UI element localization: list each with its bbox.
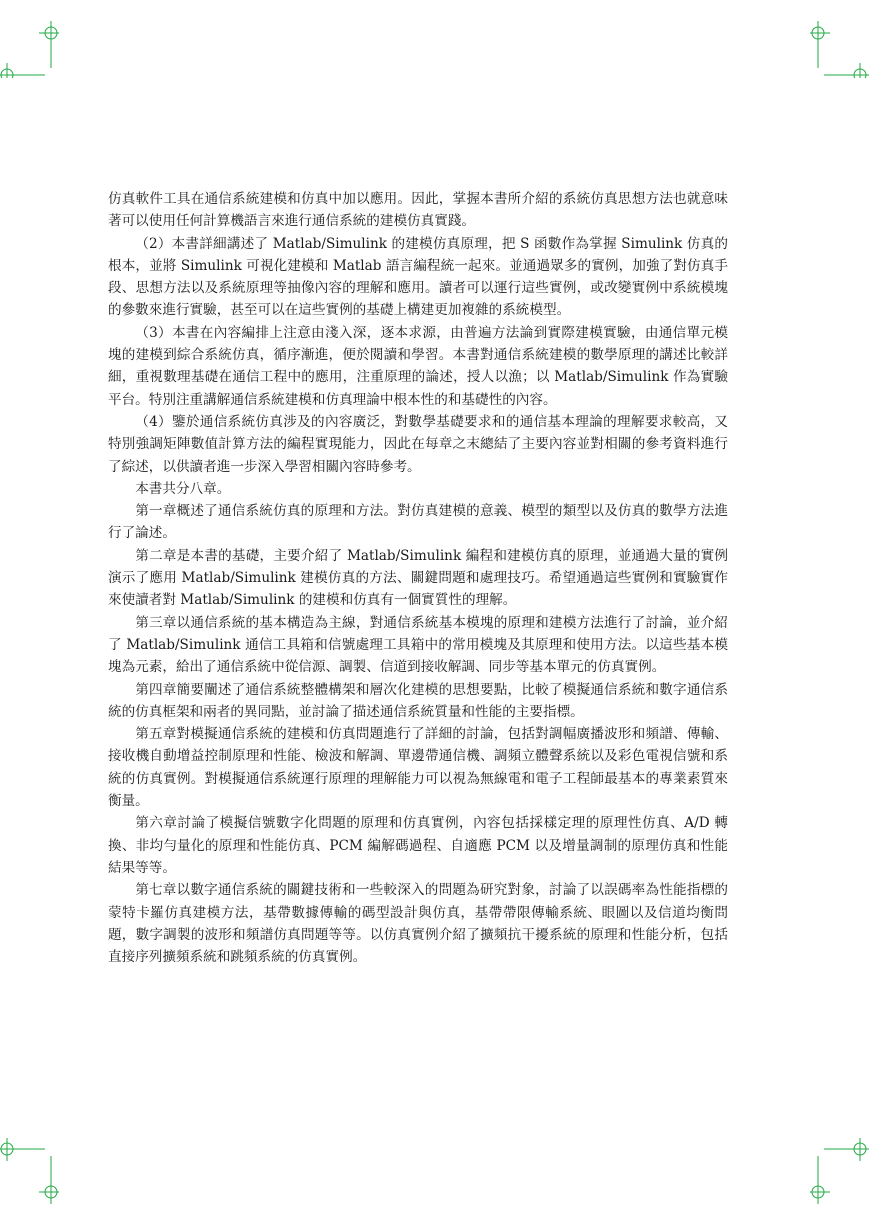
paragraph-point-3: （3）本書在內容編排上注意由淺入深，逐本求源，由普遍方法論到實際建模實驗，由通信單元模塊的建模到綜合系統仿真，循序漸進，便於閱讀和學習。本書對通信系統建模的數學原理的講述比較詳細，重視數理基礎在通信工程中的應用，注重原理的論述，授人以漁；以 Matlab/Simulink 作為實驗平台。特別注重講解通信系統建模和仿真理論中根本性的和基礎性的內容。 [108, 324, 728, 408]
paragraph-chapter-7: 第七章以數字通信系統的關鍵技術和一些較深入的問題為研究對象，討論了以誤碼率為性能指標的蒙特卡羅仿真建模方法，基帶數據傳輸的碼型設計與仿真，基帶帶限傳輸系統、眼圖以及信道均衡問題，數字調製的波形和頻譜仿真問題等等。以仿真實例介紹了擴頻抗干擾系統的原理和性能分析，包括直接序列擴頻系統和跳頻系統的仿真實例。 [108, 882, 728, 966]
paragraph-chapter-6: 第六章討論了模擬信號數字化問題的原理和仿真實例，內容包括採樣定理的原理性仿真、A/D 轉換、非均勻量化的原理和性能仿真、PCM 編解碼過程、自適應 PCM 以及增量調制的原理仿真和性能結果等等。 [108, 815, 728, 876]
paragraph-chapter-3: 第三章以通信系統的基本構造為主線，對通信系統基本模塊的原理和建模方法進行了討論，並介紹了 Matlab/Simulink 通信工具箱和信號處理工具箱中的常用模塊及其原理和使用方法。以這些基本模塊為元素，給出了通信系統中從信源、調製、信道到接收解調、同步等基本單元的仿真實例。 [108, 614, 728, 676]
paragraph-point-2: （2）本書詳細講述了 Matlab/Simulink 的建模仿真原理，把 S 函數作為掌握 Simulink 仿真的根本，並將 Simulink 可視化建模和 Matlab 語言編程統一起來。並通過眾多的實例，加強了對仿真手段、思想方法以及系統原理等抽像內容的理解和應用。讀者可以運行這些實例，或改變實例中系統模塊的參數來進行實驗，甚至可以在這些實例的基礎上構建更加複雜的系統模型。 [108, 235, 728, 319]
paragraph-continuation: 仿真軟件工具在通信系統建模和仿真中加以應用。因此，掌握本書所介紹的系統仿真思想方法也就意味著可以使用任何計算機語言來進行通信系統的建模仿真實踐。 [108, 191, 728, 230]
crop-mark-bottom-left [0, 1138, 60, 1198]
body-text [108, 188, 728, 968]
paragraph-chapter-5: 第五章對模擬通信系統的建模和仿真問題進行了詳細的討論，包括對調幅廣播波形和頻譜、傳輸、接收機自動增益控制原理和性能、檢波和解調、單邊帶通信機、調頻立體聲系統以及彩色電視信號和系統的仿真實例。對模擬通信系統運行原理的理解能力可以視為無線電和電子工程師最基本的專業素質來衡量。 [108, 726, 728, 810]
paragraph-chapter-2: 第二章是本書的基礎，主要介紹了 Matlab/Simulink 編程和建模仿真的原理，並通過大量的實例演示了應用 Matlab/Simulink 建模仿真的方法、關鍵問題和處理技巧。希望通過這些實例和實驗實作來使讀者對 Matlab/Simulink 的建模和仿真有一個實質性的理解。 [108, 547, 728, 609]
crop-mark-top-left [0, 18, 60, 78]
paragraph-chapter-4: 第四章簡要闡述了通信系統整體構架和層次化建模的思想要點，比較了模擬通信系統和數字通信系統的仿真框架和兩者的異同點，並討論了描述通信系統質量和性能的主要指標。 [108, 681, 728, 720]
paragraph-point-4: （4）鑒於通信系統仿真涉及的內容廣泛，對數學基礎要求和的通信基本理論的理解要求較高，又特別強調矩陣數值計算方法的編程實現能力，因此在每章之末總結了主要內容並對相關的參考資料進行了綜述，以供讀者進一步深入學習相關內容時參考。 [108, 413, 728, 475]
paragraph-chapter-1: 第一章概述了通信系統仿真的原理和方法。對仿真建模的意義、模型的類型以及仿真的數學方法進行了論述。 [108, 503, 728, 542]
crop-mark-bottom-right [809, 1138, 869, 1198]
crop-mark-top-right [809, 18, 869, 78]
paragraph-chapter-count: 本書共分八章。 [135, 480, 231, 497]
